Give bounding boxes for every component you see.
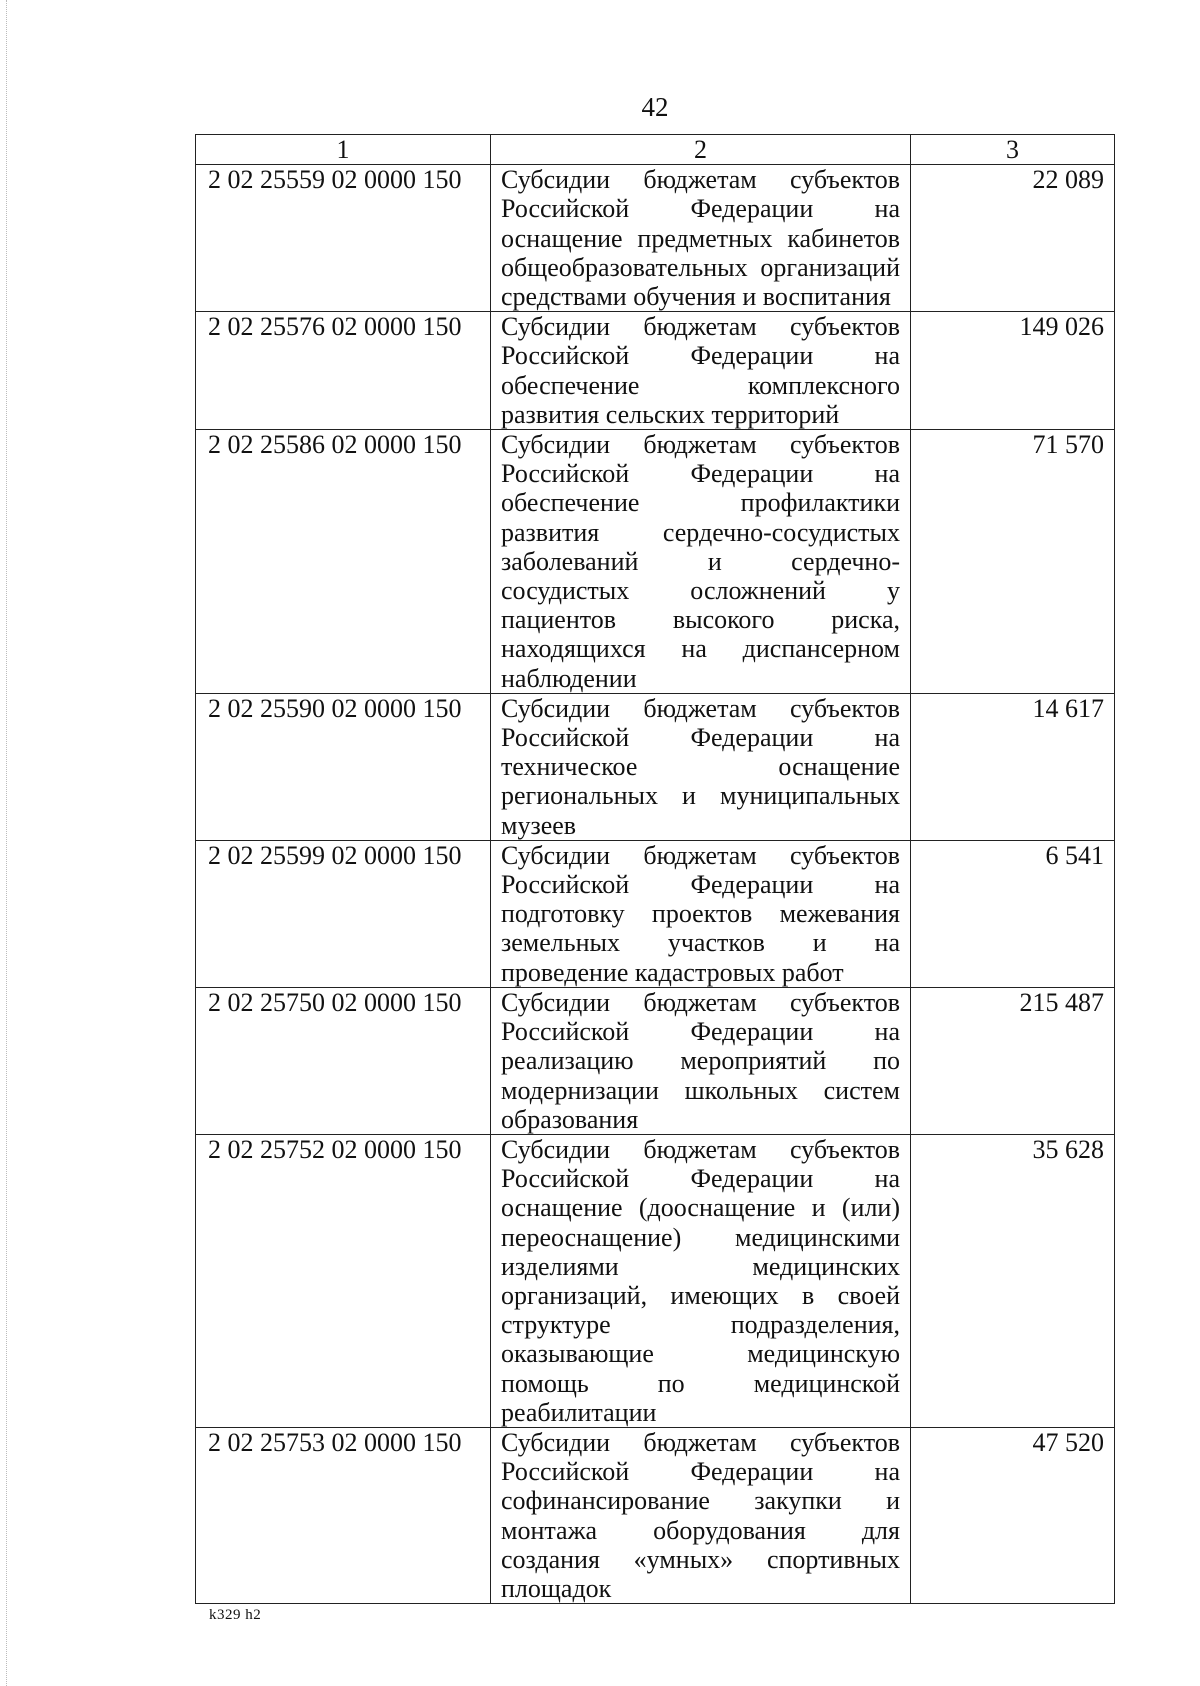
- amount-cell: 6 541: [911, 840, 1115, 987]
- table-row: [196, 430, 1115, 694]
- table-row: [196, 312, 1115, 430]
- code-cell: 2 02 25586 02 0000 150: [196, 430, 491, 694]
- code-cell: 2 02 25559 02 0000 150: [196, 165, 491, 312]
- amount-cell: 22 089: [911, 165, 1115, 312]
- code-cell: 2 02 25750 02 0000 150: [196, 987, 491, 1134]
- code-cell: 2 02 25599 02 0000 150: [196, 840, 491, 987]
- code-cell: 2 02 25752 02 0000 150: [196, 1134, 491, 1427]
- code-cell: 2 02 25590 02 0000 150: [196, 693, 491, 840]
- description-cell: Субсидии бюджетам субъектов Российской Федерации на софинансирование закупки и монтажа оборудования для создания «умных» спортивных площадок: [491, 1427, 911, 1603]
- description-cell: Субсидии бюджетам субъектов Российской Федерации на обеспечение профилактики развития сердечно-сосудистых заболеваний и сердечно-сосудистых осложнений у пациентов высокого риска, находящихся на диспансерном наблюдении: [491, 430, 911, 694]
- code-cell: 2 02 25753 02 0000 150: [196, 1427, 491, 1603]
- description-cell: Субсидии бюджетам субъектов Российской Федерации на оснащение предметных кабинетов общеобразовательных организаций средствами обучения и воспитания: [491, 165, 911, 312]
- table-row: [196, 987, 1115, 1134]
- description-cell: Субсидии бюджетам субъектов Российской Федерации на оснащение (дооснащение и (или) переоснащение) медицинскими изделиями медицинских организаций, имеющих в своей структуре подразделения, оказывающие медицинскую помощь по медицинской реабилитации: [491, 1134, 911, 1427]
- description-cell: Субсидии бюджетам субъектов Российской Федерации на подготовку проектов межевания земельных участков и на проведение кадастровых работ: [491, 840, 911, 987]
- amount-cell: 149 026: [911, 312, 1115, 430]
- column-header-3: 3: [911, 135, 1115, 165]
- scan-margin-line: [6, 0, 8, 1686]
- document-code: k329 h2: [209, 1607, 262, 1623]
- description-cell: Субсидии бюджетам субъектов Российской Федерации на техническое оснащение региональных и муниципальных музеев: [491, 693, 911, 840]
- table-row: [196, 1134, 1115, 1427]
- table-row: [196, 693, 1115, 840]
- code-cell: 2 02 25576 02 0000 150: [196, 312, 491, 430]
- table-row: [196, 1427, 1115, 1603]
- table-header-row: [196, 135, 1115, 165]
- table-row: [196, 840, 1115, 987]
- page-number: 42: [641, 92, 669, 122]
- amount-cell: 14 617: [911, 693, 1115, 840]
- column-header-1: 1: [196, 135, 491, 165]
- column-header-2: 2: [491, 135, 911, 165]
- amount-cell: 47 520: [911, 1427, 1115, 1603]
- description-cell: Субсидии бюджетам субъектов Российской Федерации на реализацию мероприятий по модернизации школьных систем образования: [491, 987, 911, 1134]
- budget-table: [195, 134, 1115, 1604]
- amount-cell: 71 570: [911, 430, 1115, 694]
- amount-cell: 35 628: [911, 1134, 1115, 1427]
- description-cell: Субсидии бюджетам субъектов Российской Федерации на обеспечение комплексного развития сельских территорий: [491, 312, 911, 430]
- table-row: [196, 165, 1115, 312]
- amount-cell: 215 487: [911, 987, 1115, 1134]
